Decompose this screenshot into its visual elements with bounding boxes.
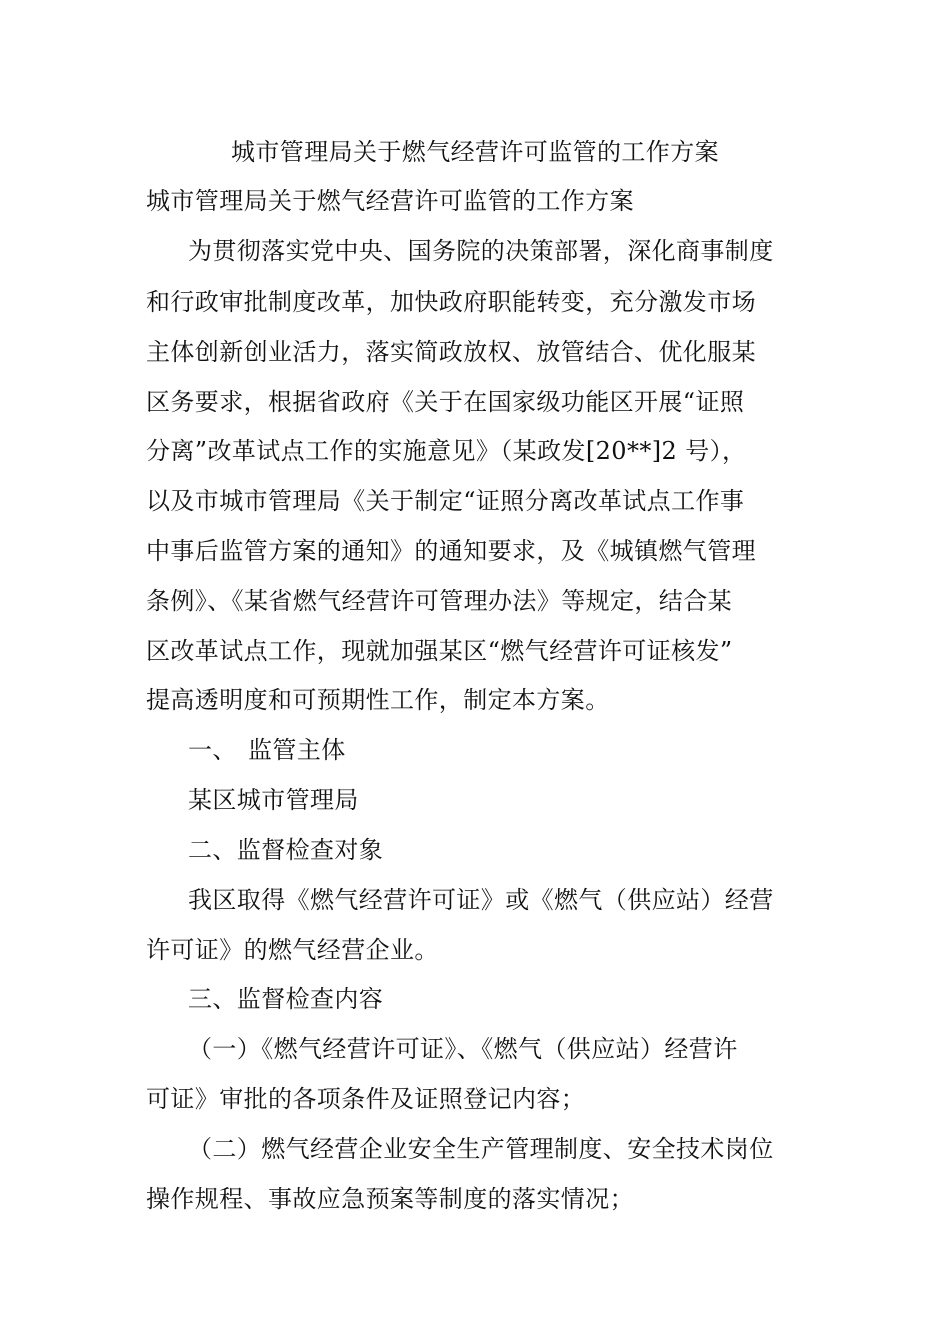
paragraph-line: 主体创新创业活力，落实简政放权、放管结合、优化服某 — [146, 338, 756, 366]
paragraph-line: 分离”改革试点工作的实施意见》（某政发[20**]2 号）， — [146, 437, 747, 465]
paragraph-line: 中事后监管方案的通知》的通知要求，及《城镇燃气管理 — [146, 537, 756, 565]
paragraph-line: 提高透明度和可预期性工作，制定本方案。 — [146, 686, 610, 714]
section-2-body-line: 我区取得《燃气经营许可证》或《燃气（供应站）经营 — [188, 886, 774, 914]
paragraph-line: 和行政审批制度改革，加快政府职能转变，充分激发市场 — [146, 288, 756, 316]
section-heading-3: 三、监督检查内容 — [188, 985, 384, 1013]
paragraph-line: 为贯彻落实党中央、国务院的决策部署，深化商事制度 — [188, 237, 774, 265]
item-1-line: （一）《燃气经营许可证》、《燃气（供应站）经营许 — [188, 1035, 738, 1063]
section-number: 一、 — [188, 736, 237, 764]
document-title-centered: 城市管理局关于燃气经营许可监管的工作方案 — [231, 138, 719, 166]
section-heading-1 — [188, 735, 810, 765]
item-2-line: 操作规程、事故应急预案等制度的落实情况； — [146, 1185, 634, 1213]
paragraph-line: 以及市城市管理局《关于制定“证照分离改革试点工作事 — [146, 487, 745, 515]
paragraph-line: 条例》、《某省燃气经营许可管理办法》等规定，结合某 — [146, 587, 732, 615]
section-heading-2: 二、监督检查对象 — [188, 836, 384, 864]
document-title-left: 城市管理局关于燃气经营许可监管的工作方案 — [146, 187, 634, 215]
paragraph-line: 区改革试点工作，现就加强某区“燃气经营许可证核发” — [146, 637, 733, 665]
section-2-body-line: 许可证》的燃气经营企业。 — [146, 936, 439, 964]
item-1-line: 可证》审批的各项条件及证照登记内容； — [146, 1085, 586, 1113]
section-title: 监管主体 — [248, 736, 346, 764]
paragraph-line: 区务要求，根据省政府《关于在国家级功能区开展“证照 — [146, 388, 745, 416]
section-1-body: 某区城市管理局 — [188, 786, 359, 814]
item-2-line: （二）燃气经营企业安全生产管理制度、安全技术岗位 — [188, 1135, 774, 1163]
